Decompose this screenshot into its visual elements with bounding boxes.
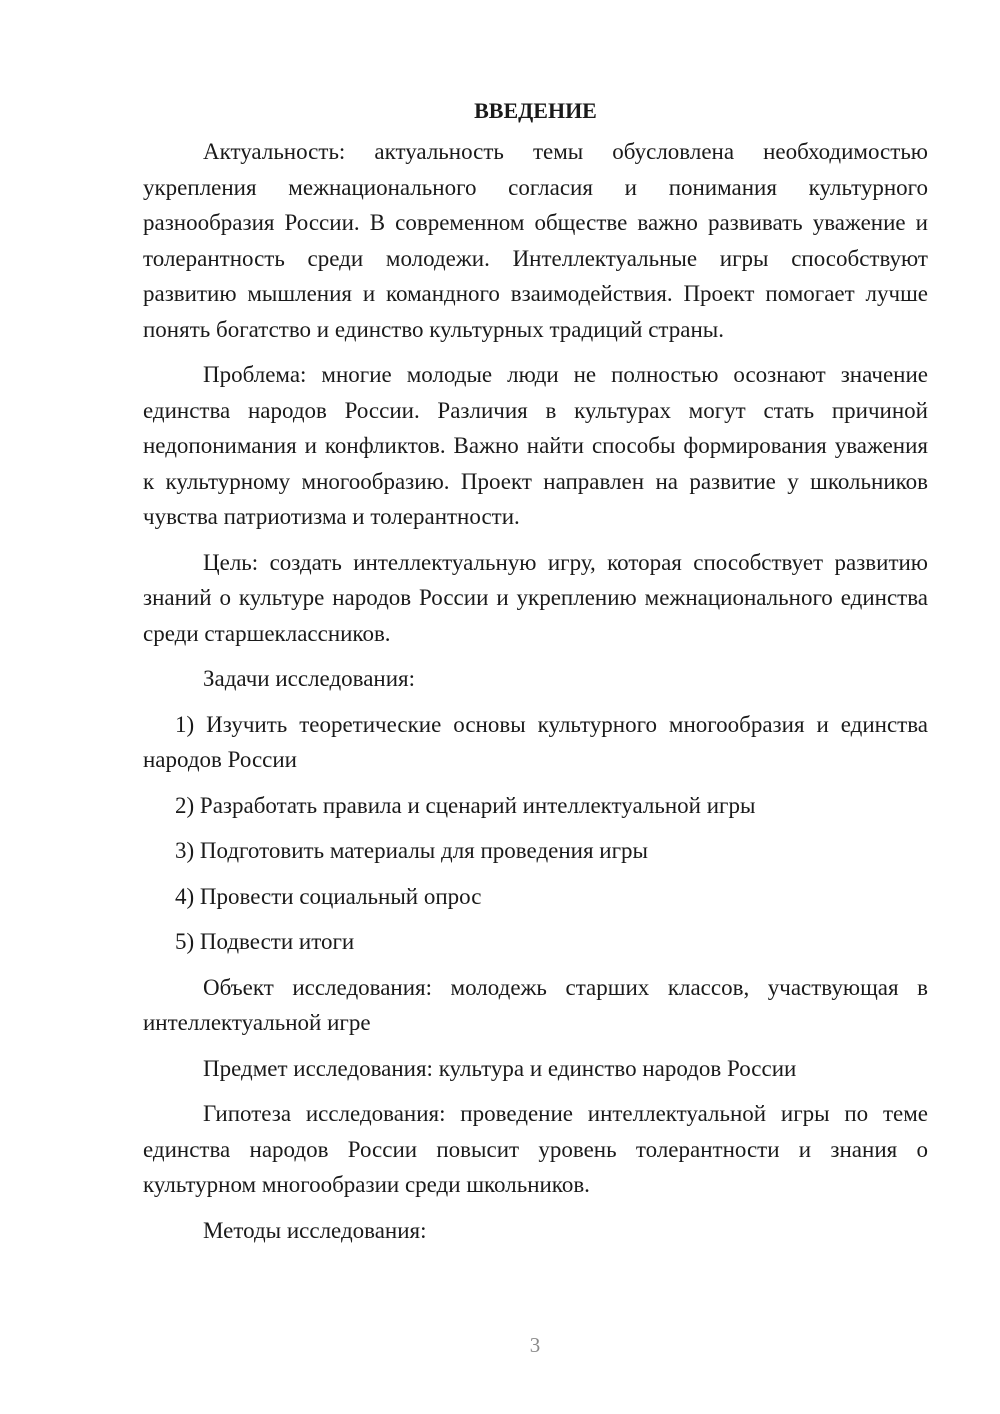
page-number: 3	[529, 1333, 541, 1357]
paragraph-tasks-heading: Задачи исследования:	[203, 666, 416, 691]
paragraph-hypothesis: Гипотеза исследования: проведение интеллектуальной игры по теме единства народов России повысит уровень толерантности и знания о культурном многообразии среди школьников.	[143, 1101, 928, 1197]
task-item-2: 2) Разработать правила и сценарий интеллектуальной игры	[175, 792, 756, 818]
page-title: ВВЕДЕНИЕ	[474, 98, 597, 123]
page-content	[143, 96, 928, 1258]
paragraph-relevance: Актуальность: актуальность темы обусловлена необходимостью укрепления межнационального согласия и понимания культурного разнообразия России. В современном обществе важно развивать уважение и толерантность среди молодежи. Интеллектуальные игры способствуют развитию мышления и командного взаимодействия. Проект помогает лучше понять богатство и единство культурных традиций страны.	[143, 139, 928, 342]
task-item-1: 1) Изучить теоретические основы культурного многообразия и единства народов России	[143, 711, 928, 772]
paragraph-object: Объект исследования: молодежь старших классов, участвующая в интеллектуальной игре	[143, 974, 928, 1035]
paragraph-methods: Методы исследования:	[203, 1217, 427, 1243]
paragraph-goal: Цель: создать интеллектуальную игру, которая способствует развитию знаний о культуре народов России и укреплению межнационального единства среди старшеклассников.	[143, 549, 928, 646]
paragraph-subject: Предмет исследования: культура и единство народов России	[203, 1055, 797, 1081]
paragraph-problem: Проблема: многие молодые люди не полностью осознают значение единства народов России. Различия в культурах могут стать причиной недопонимания и конфликтов. Важно найти способы формирования уважения к культурному многообразию. Проект направлен на развитие у школьников чувства патриотизма и толерантности.	[143, 362, 928, 529]
task-item-5: 5) Подвести итоги	[175, 929, 355, 954]
task-item-3: 3) Подготовить материалы для проведения игры	[175, 838, 648, 863]
task-item-4: 4) Провести социальный опрос	[175, 883, 482, 909]
